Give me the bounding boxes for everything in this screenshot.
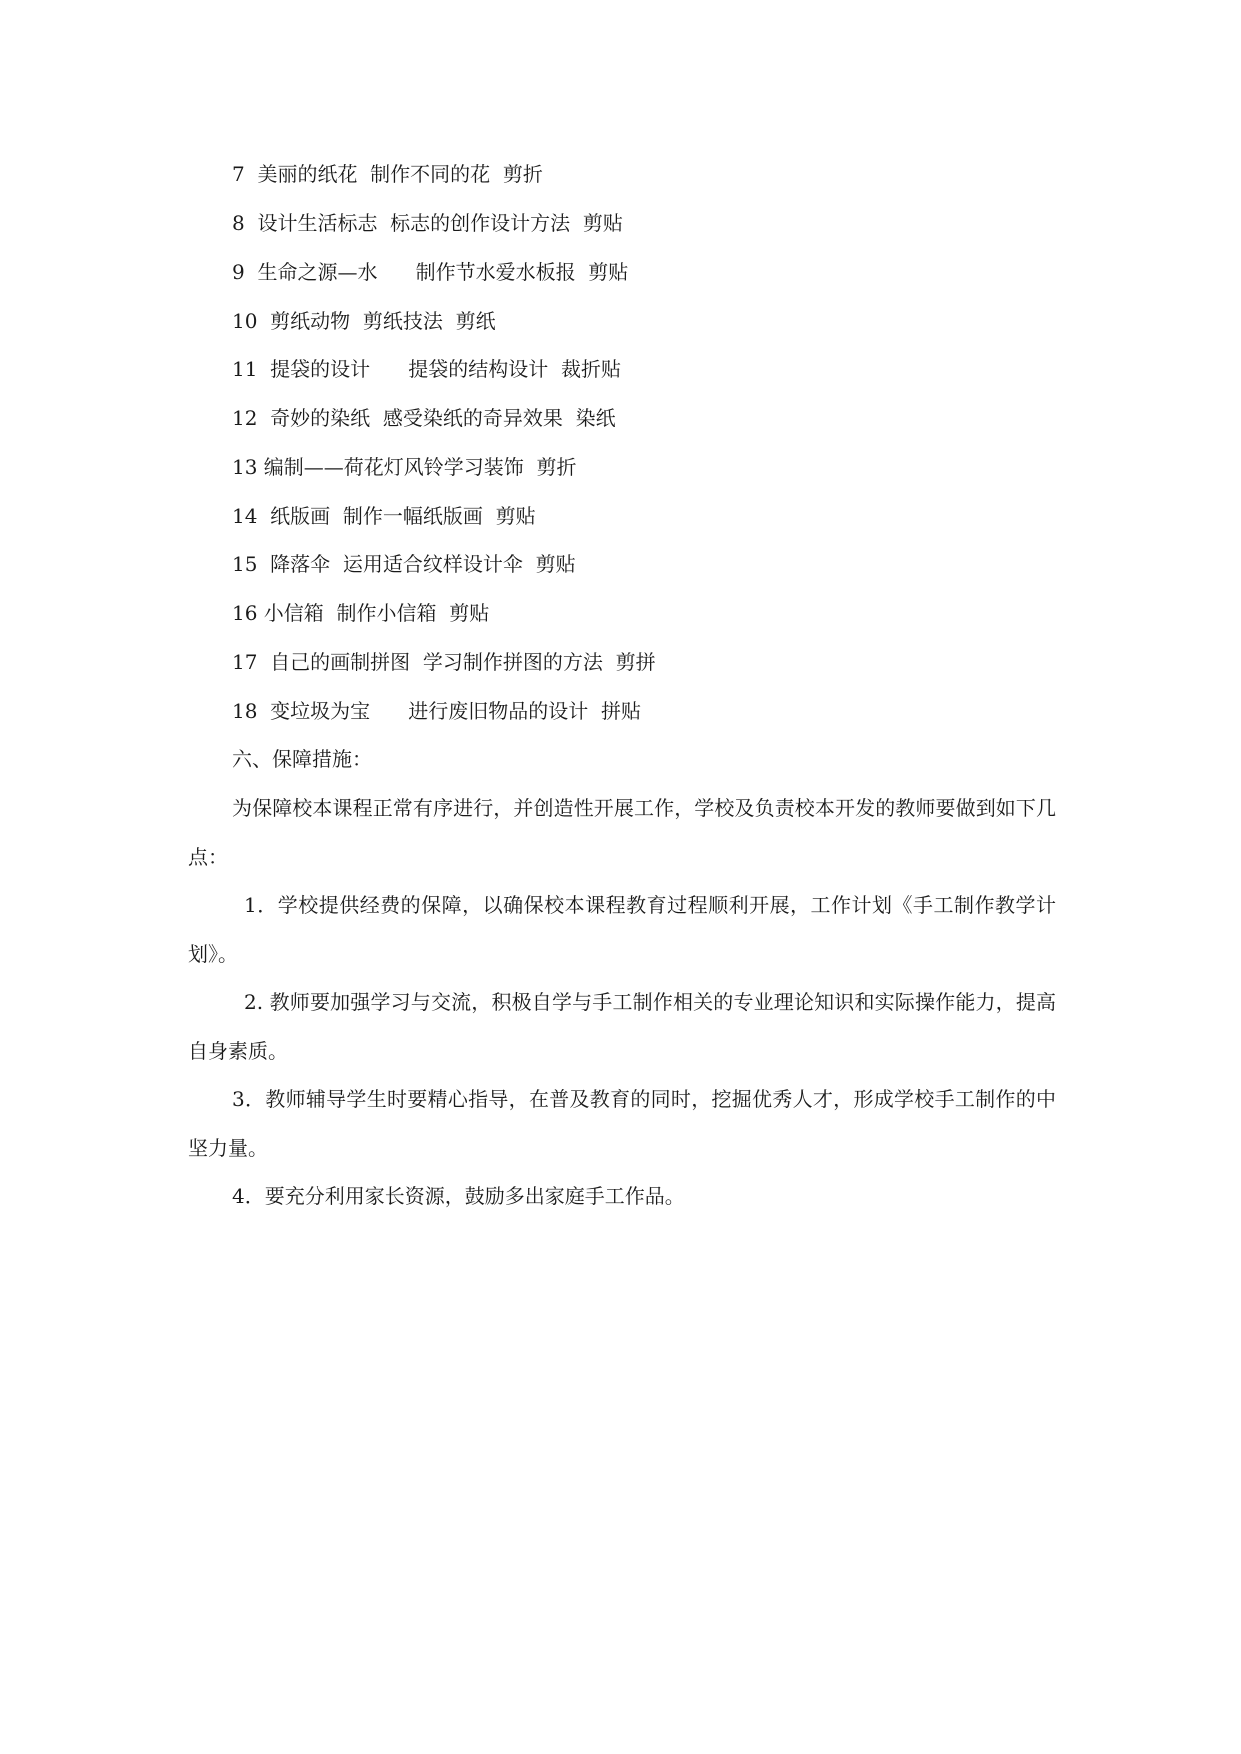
course-list-item: 8 设计生活标志 标志的创作设计方法 剪贴 (232, 211, 623, 235)
course-list-item: 17 自己的画制拼图 学习制作拼图的方法 剪拼 (232, 650, 656, 674)
section-heading: 六、保障措施： (232, 747, 372, 771)
course-list-item: 14 纸版画 制作一幅纸版画 剪贴 (232, 504, 536, 528)
course-list-item: 13 编制——荷花灯风铃学习装饰 剪折 (232, 455, 577, 479)
measure-paragraph-3: 3．教师辅导学生时要精心指导，在普及教育的同时，挖掘优秀人才，形成学校手工制作的中坚力量。 (188, 1087, 1056, 1160)
course-list-item: 12 奇妙的染纸 感受染纸的奇异效果 染纸 (232, 406, 616, 430)
course-list-item: 11 提袋的设计 提袋的结构设计 裁折贴 (232, 357, 622, 381)
measure-paragraph-4: 4．要充分利用家长资源，鼓励多出家庭手工作品。 (232, 1184, 685, 1208)
measure-paragraph-2: 2. 教师要加强学习与交流，积极自学与手工制作相关的专业理论知识和实际操作能力，提高自身素质。 (188, 990, 1056, 1063)
course-list-item: 7 美丽的纸花 制作不同的花 剪折 (232, 162, 543, 186)
course-list-item: 9 生命之源—水 制作节水爱水板报 剪贴 (232, 260, 629, 284)
measure-paragraph-1: 1．学校提供经费的保障，以确保校本课程教育过程顺利开展，工作计划《手工制作教学计划》。 (188, 893, 1056, 966)
intro-paragraph: 为保障校本课程正常有序进行，并创造性开展工作，学校及负责校本开发的教师要做到如下几点： (188, 796, 1056, 869)
course-list-item: 15 降落伞 运用适合纹样设计伞 剪贴 (232, 552, 576, 576)
course-list-item: 16 小信箱 制作小信箱 剪贴 (232, 601, 490, 625)
course-list-item: 10 剪纸动物 剪纸技法 剪纸 (232, 309, 496, 333)
course-list-item: 18 变垃圾为宝 进行废旧物品的设计 拼贴 (232, 699, 642, 723)
